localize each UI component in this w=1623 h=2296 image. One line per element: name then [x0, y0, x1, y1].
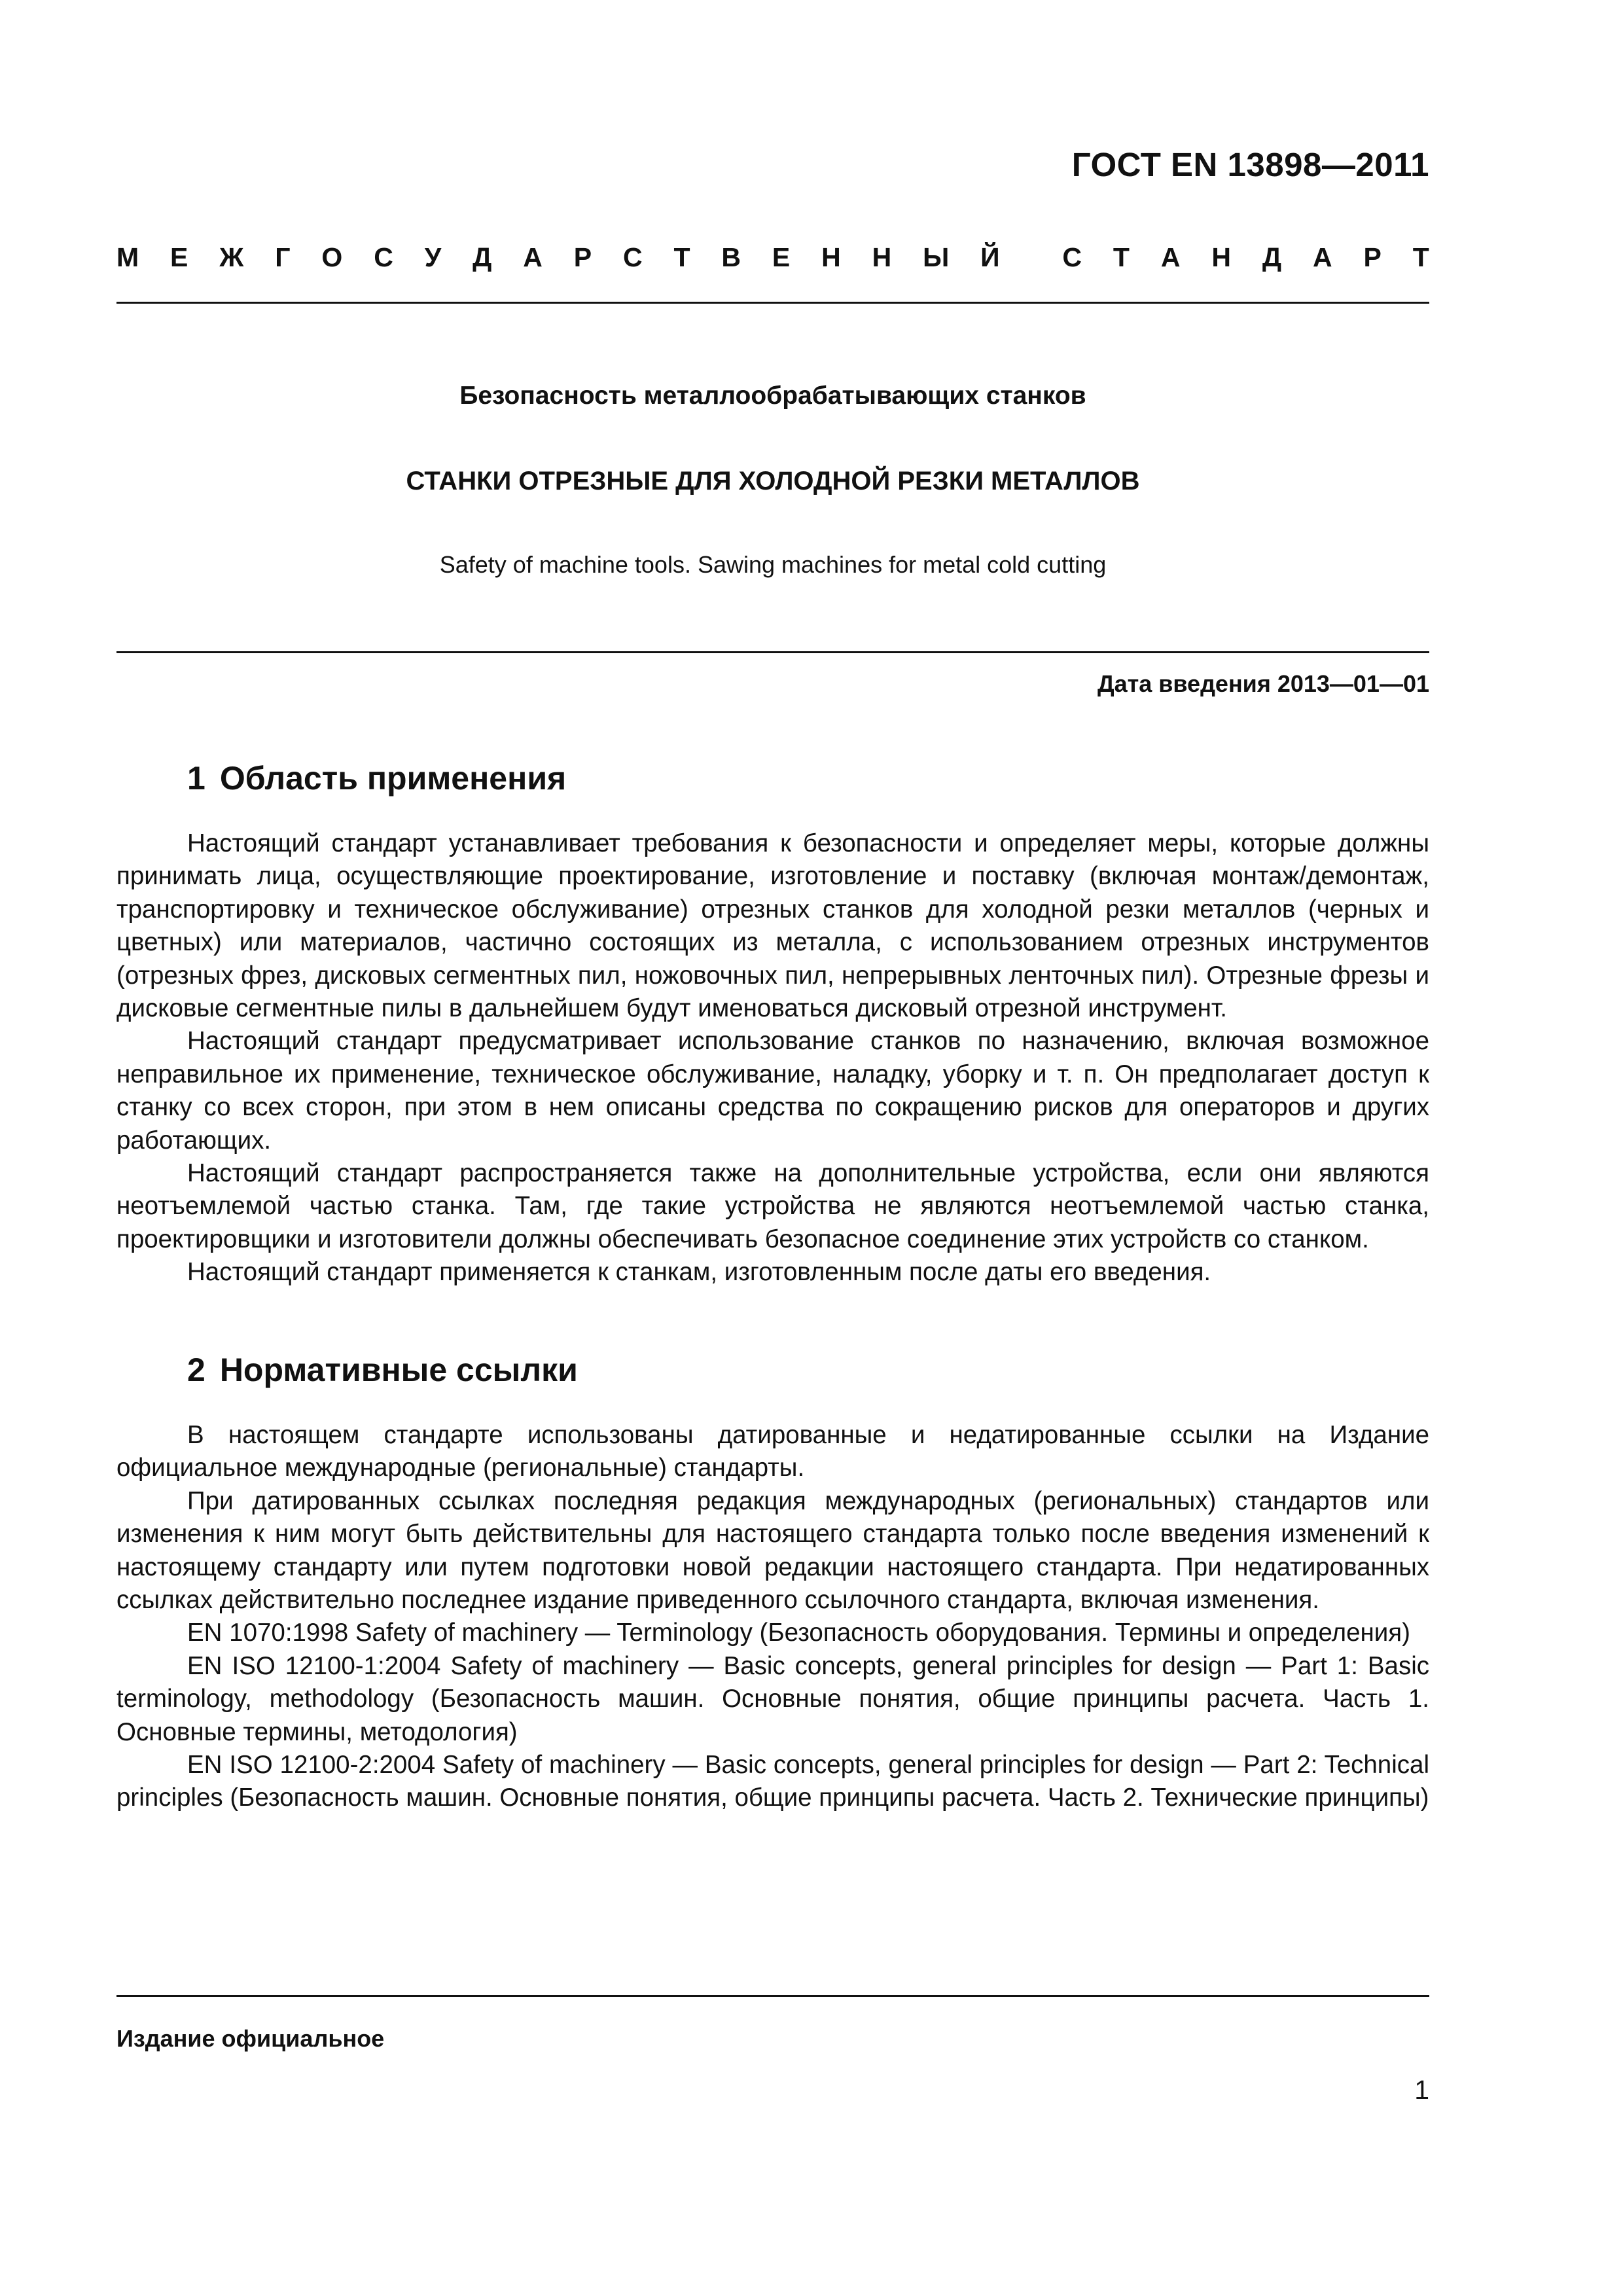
- section-heading-normative-references: [187, 1351, 578, 1389]
- heading-letter: Р: [573, 242, 592, 272]
- heading-letter: Д: [1262, 242, 1282, 272]
- header-divider: [116, 302, 1429, 304]
- section-heading-scope: [187, 759, 566, 797]
- heading-letter: С: [374, 242, 393, 272]
- heading-letter: Г: [275, 242, 291, 272]
- heading-letter: Д: [473, 242, 492, 272]
- title-main: СТАНКИ ОТРЕЗНЫЕ ДЛЯ ХОЛОДНОЙ РЕЗКИ МЕТАЛЛОВ: [406, 467, 1140, 495]
- paragraph: При датированных ссылках последняя редакция международных (региональных) стандартов или изменения к ним могут быть действительны для настоящего стандарта только после введения изменений к настоящему стандарту или путем подготовки новой редакции настоящего стандарта. При недатированных ссылках действительно последнее издание приведенного ссылочного стандарта, включая изменения.: [116, 1486, 1429, 1615]
- heading-letter: М: [116, 242, 139, 272]
- reference-entry: EN ISO 12100-1:2004 Safety of machinery — Basic concepts, general principles for design — Part 1: Basic terminology, methodology (Безопасность машин. Основные понятия, общие принципы расчета. Часть 1. Основные термины, методология): [116, 1651, 1429, 1746]
- section-title: Область применения: [219, 760, 567, 797]
- heading-letter: Е: [772, 242, 791, 272]
- heading-letter: Р: [1363, 242, 1382, 272]
- paragraph: Настоящий стандарт применяется к станкам, изготовленным после даты его введения.: [187, 1258, 1211, 1287]
- heading-letter: Т: [1412, 242, 1429, 272]
- title-divider: [116, 651, 1429, 653]
- official-edition-label: Издание официальное: [116, 2025, 385, 2052]
- heading-letter: У: [424, 242, 442, 272]
- heading-letter: Т: [673, 242, 690, 272]
- heading-letter: Т: [1113, 242, 1130, 272]
- paragraph: В настоящем стандарте использованы датированные и недатированные ссылки на Издание официальное международные (региональные) стандарты.: [116, 1421, 1429, 1482]
- heading-letter: В: [721, 242, 741, 272]
- heading-letter: А: [1160, 242, 1181, 272]
- heading-letter: А: [523, 242, 543, 272]
- interstate-standard-heading: [116, 242, 1429, 273]
- section-title: Нормативные ссылки: [219, 1352, 578, 1388]
- section-scope-body: [116, 827, 1429, 1289]
- section-number: 2: [187, 1352, 205, 1388]
- heading-letter: Й: [980, 242, 1000, 272]
- title-subject: Безопасность металлообрабатывающих станков: [459, 382, 1086, 410]
- heading-letter: Н: [821, 242, 841, 272]
- reference-entry: EN 1070:1998 Safety of machinery — Terminology (Безопасность оборудования. Термины и определения): [187, 1619, 1410, 1647]
- paragraph: Настоящий стандарт распространяется также на дополнительные устройства, если они являются неотъемлемой частью станка. Там, где такие устройства не являются неотъемлемой частью станка, проектировщики и изготовители должны обеспечивать безопасное соединение этих устройств со станком.: [116, 1159, 1429, 1253]
- footer-divider: [116, 1995, 1429, 1997]
- heading-letter: О: [321, 242, 343, 272]
- paragraph: Настоящий стандарт предусматривает использование станков по назначению, включая возможное неправильное их применение, техническое обслуживание, наладку, уборку и т. п. Он предполагает доступ к станку со всех сторон, при этом в нем описаны средства по сокращению рисков для операторов и других работающих.: [116, 1027, 1429, 1155]
- heading-letter: С: [1062, 242, 1082, 272]
- reference-entry: EN ISO 12100-2:2004 Safety of machinery — Basic concepts, general principles for design — Part 2: Technical principles (Безопасность машин. Основные понятия, общие принципы расчета. Часть 2. Технические принципы): [116, 1751, 1429, 1812]
- section-references-body: [116, 1419, 1429, 1815]
- heading-letter: Ж: [219, 242, 244, 272]
- heading-letter: С: [622, 242, 643, 272]
- paragraph: Настоящий стандарт устанавливает требования к безопасности и определяет меры, которые должны принимать лица, осуществляющие проектирование, изготовление и поставку (включая монтаж/демонтаж, транспортировку и техническое обслуживание) отрезных станков для холодной резки металлов (черных и цветных) или материалов, частично состоящих из металла, с использованием отрезных инструментов (отрезных фрез, дисковых сегментных пил, ножовочных пил, непрерывных ленточных пил). Отрезные фрезы и дисковые сегментные пилы в дальнейшем будут именоваться дисковый отрезной инструмент.: [116, 829, 1429, 1023]
- document-code: ГОСТ EN 13898—2011: [1071, 146, 1429, 183]
- heading-letter: А: [1312, 242, 1332, 272]
- page-number: 1: [1414, 2075, 1429, 2105]
- heading-letter: Н: [872, 242, 892, 272]
- heading-letter: Е: [170, 242, 188, 272]
- title-english: Safety of machine tools. Sawing machines for metal cold cutting: [439, 551, 1107, 578]
- introduction-date: Дата введения 2013—01—01: [1097, 670, 1429, 697]
- heading-letter: Ы: [923, 242, 950, 272]
- section-number: 1: [187, 760, 205, 797]
- heading-letter: Н: [1211, 242, 1231, 272]
